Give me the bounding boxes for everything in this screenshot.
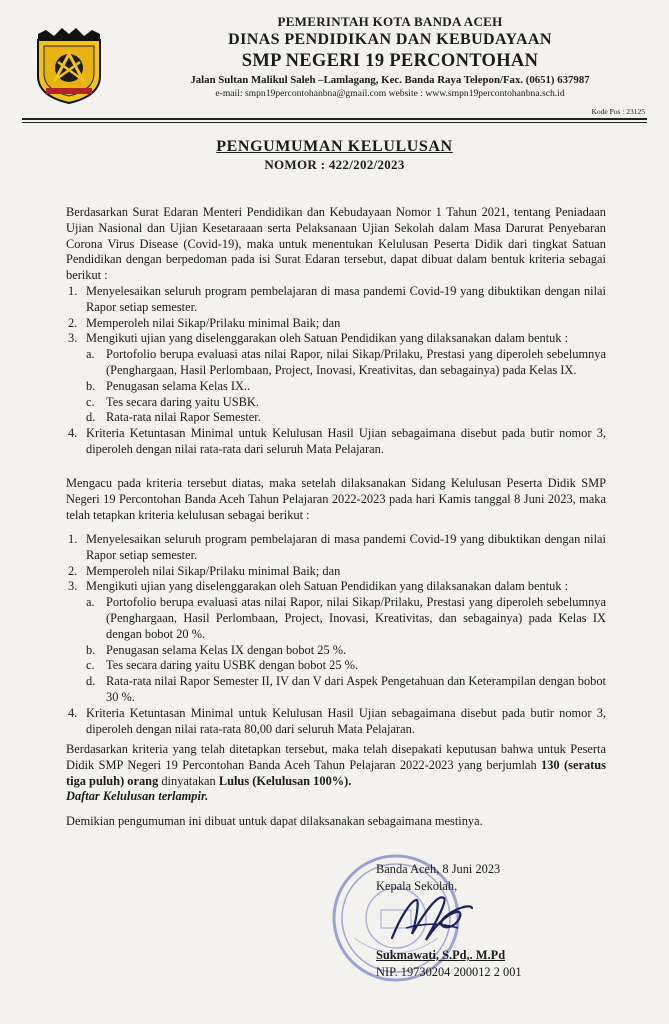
sub-list-item: b. Penugasan selama Kelas IX dengan bobot 25 %. (86, 642, 347, 657)
department-name: DINAS PENDIDIKAN DAN KEBUDAYAAN (228, 31, 552, 48)
banda-aceh-crest-icon (34, 26, 104, 104)
sub-list-item: a. Portofolio berupa evaluasi atas nilai Rapor, nilai Sikap/Prilaku, Prestasi yang diperoleh sebelumnya (Penghargaan, Hasil Perlombaan, Project, Inovasi, Kreativitas, dan sebagainya) pada Kelas IX dengan bobot 20 %. (86, 595, 606, 641)
letterhead-divider (22, 118, 647, 120)
government-name: PEMERINTAH KOTA BANDA ACEH (277, 14, 503, 29)
principal-nip: NIP. 19730204 200012 2 001 (376, 965, 522, 979)
letterhead (110, 14, 669, 101)
result-paragraph: Berdasarkan kriteria yang telah ditetapkan tersebut, maka telah disepakati keputusan bahwa untuk Peserta Didik SMP Negeri 19 Percontohan Banda Aceh Tahun Pelajaran 2022-2023 yang berjumlah 130 (seratus tiga puluh) orang dinyatakan Lulus (Kelulusan 100%). Daftar Kelulusan terlampir. (66, 742, 606, 804)
sub-list-item: c. Tes secara daring yaitu USBK. (86, 394, 259, 409)
list-item: 3. Mengikuti ujian yang diselenggarakan oleh Satuan Pendidikan yang dilaksanakan dalam bentuk : (68, 331, 569, 346)
list-item: 2. Memperoleh nilai Sikap/Prilaku minimal Baik; dan (68, 315, 341, 330)
school-name: SMP NEGERI 19 PERCONTOHAN (241, 51, 539, 71)
signature-role: Kepala Sekolah, (376, 879, 458, 893)
graduation-status: Lulus (Kelulusan 100%). (218, 773, 352, 788)
list-item: 4. Kriteria Ketuntasan Minimal untuk Kelulusan Hasil Ujian sebagaimana disebut pada butir nomor 3, diperoleh dengan nilai rata-rata dari seluruh Mata Pelajaran. (68, 426, 606, 456)
list-item: 1. Menyelesaikan seluruh program pembelajaran di masa pandemi Covid-19 yang dibuktikan dengan nilai Rapor setiap semester. (68, 532, 606, 562)
school-address: Jalan Sultan Malikul Saleh –Lamlagang, Kec. Banda Raya Telepon/Fax. (0651) 637987 (190, 74, 590, 86)
graduate-count: 130 (seratus tiga puluh) orang (66, 757, 606, 788)
sub-list-item: c. Tes secara daring yaitu USBK dengan bobot 25 %. (86, 658, 359, 673)
sub-list-item: b. Penugasan selama Kelas IX.. (86, 378, 251, 393)
sub-list-item: d. Rata-rata nilai Rapor Semester. (86, 410, 261, 425)
criteria-list-1 (66, 284, 606, 458)
signature-place-date: Banda Aceh, 8 Juni 2023 (376, 862, 501, 876)
intro-paragraph: Berdasarkan Surat Edaran Menteri Pendidikan dan Kebudayaan Nomor 1 Tahun 2021, tentang Peniadaan Ujian Nasional dan Ujian Kesetaraaan serta Pelaksanaan Ujian Sekolah dalam Masa Darurat Penyebaran Corona Virus Disease (Covid-19), maka untuk menentukan Kelulusan Peserta Didik dari tingkat Satuan Pendidikan dengan berpedoman pada isi Surat Edaran tersebut, dapat dibuat dalam bentuk kriteria sebagai berikut : (66, 205, 606, 283)
attachment-note: Daftar Kelulusan terlampir. (66, 789, 209, 804)
list-item: 3. Mengikuti ujian yang diselenggarakan oleh Satuan Pendidikan yang dilaksanakan dalam bentuk : (68, 579, 569, 594)
decision-paragraph: Mengacu pada kriteria tersebut diatas, maka setelah dilaksanakan Sidang Kelulusan Peserta Didik SMP Negeri 19 Percontohan Banda Aceh Tahun Pelajaran 2022-2023 pada hari Kamis tanggal 8 Juni 2023, maka telah tetapkan kriteria kelulusan sebagai berikut : (66, 476, 606, 522)
document-title: PENGUMUMAN KELULUSAN (216, 138, 453, 155)
sub-list-item: a. Portofolio berupa evaluasi atas nilai Rapor, nilai Sikap/Prilaku, Prestasi yang diperoleh sebelumnya (Penghargaan, Hasil Perlombaan, Project, Inovasi, Kreativitas, dan sebagainya) pada Kelas IX. (86, 347, 606, 377)
list-item: 1. Menyelesaikan seluruh program pembelajaran di masa pandemi Covid-19 yang dibuktikan dengan nilai Rapor setiap semester. (68, 284, 606, 314)
document-number: NOMOR : 422/202/2023 (264, 157, 405, 172)
handwritten-signature (386, 888, 476, 948)
criteria-list-2 (66, 532, 606, 737)
postal-code: Kode Pos : 23125 (591, 107, 645, 116)
school-contact: e-mail: smpn19percontohanbna@gmail.com website : www.smpn19percontohanbna.sch.id (215, 88, 565, 99)
letterhead-divider-thin (22, 122, 647, 123)
sub-list-item: d. Rata-rata nilai Rapor Semester II, IV dan V dari Aspek Pengetahuan dan Keterampilan dengan bobot 30 %. (86, 674, 606, 704)
principal-name: Sukmawati, S.Pd,. M.Pd (376, 948, 506, 962)
list-item: 2. Memperoleh nilai Sikap/Prilaku minimal Baik; dan (68, 563, 341, 578)
list-item: 4. Kriteria Ketuntasan Minimal untuk Kelulusan Hasil Ujian sebagaimana disebut pada butir nomor 3, diperoleh dengan nilai rata-rata 80,00 dari seluruh Mata Pelajaran. (68, 705, 606, 736)
closing-paragraph: Demikian pengumuman ini dibuat untuk dapat dilaksanakan sebagaimana mestinya. (66, 814, 483, 828)
